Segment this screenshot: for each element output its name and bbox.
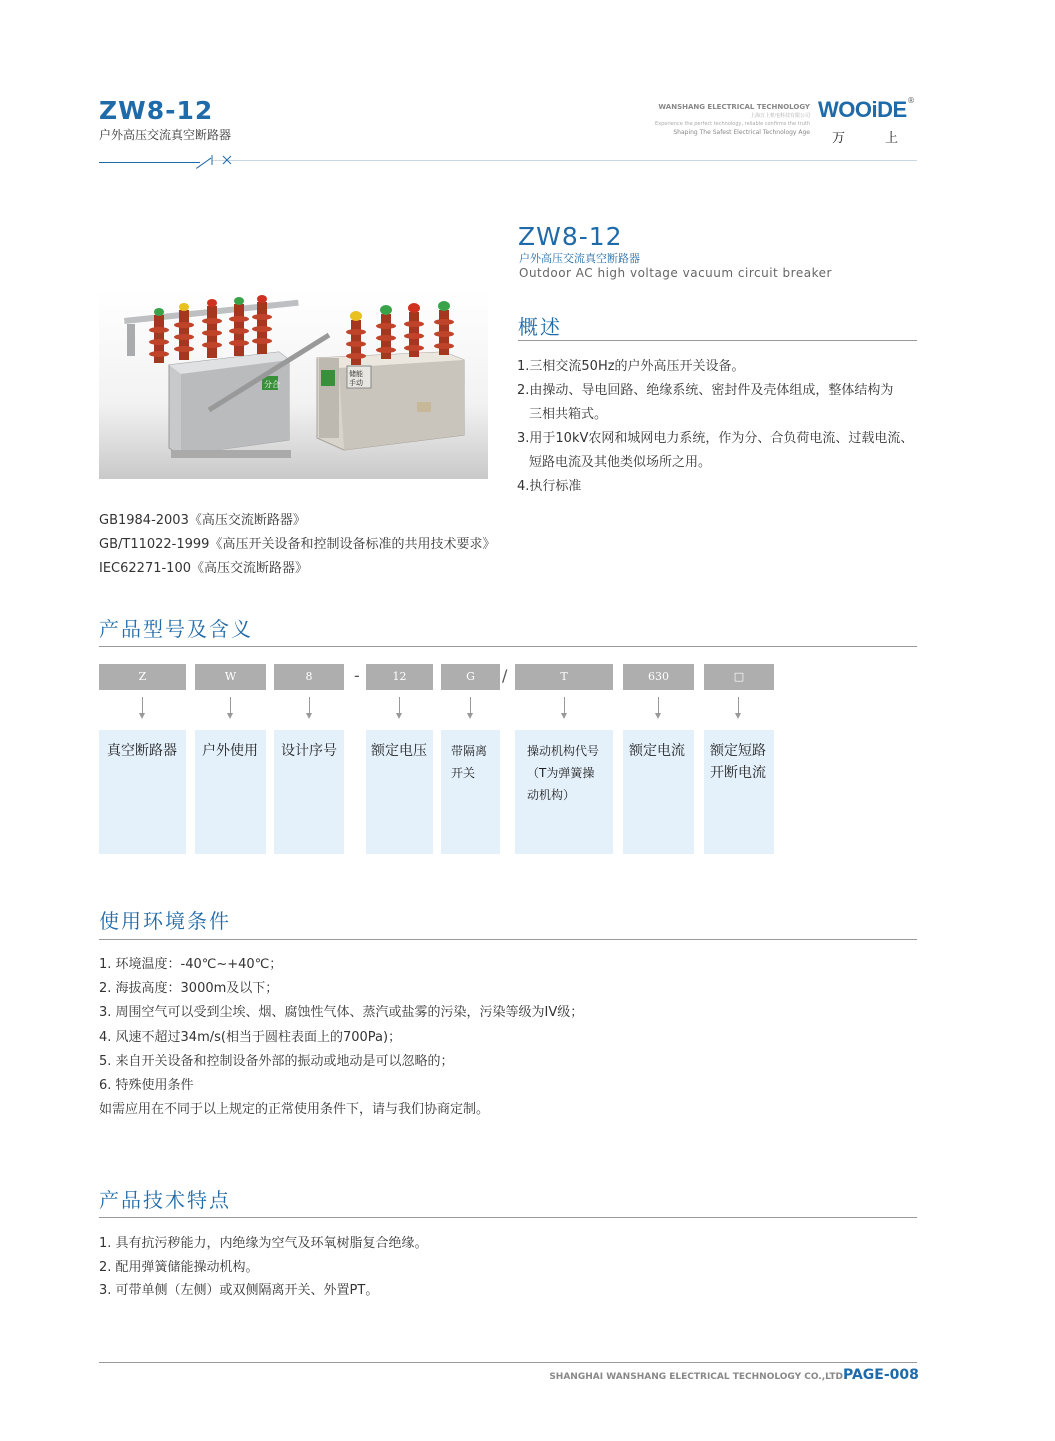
- meaning-box-t: [515, 730, 613, 854]
- brand-logo: WOOiDE: [818, 97, 907, 122]
- meaning-box-z: [99, 730, 186, 854]
- product-illustration: [99, 290, 488, 479]
- meaning-line: 开关: [451, 766, 476, 780]
- meaning-line: 开断电流: [710, 765, 766, 781]
- meaning-line: 真空断路器: [107, 743, 177, 759]
- model-rule: [99, 646, 917, 647]
- code-box-g: G: [441, 664, 500, 690]
- arrow-down-icon: [561, 713, 567, 719]
- arrow-down-icon: [139, 713, 145, 719]
- code-box-z: Z: [99, 664, 186, 690]
- meaning-line: 额定电流: [629, 743, 685, 759]
- product-subtitle-en: Outdoor AC high voltage vacuum circuit breaker: [519, 266, 832, 280]
- meaning-line: 额定电压: [371, 743, 427, 759]
- code-box-t: T: [515, 664, 613, 690]
- meaning-box-12: [366, 730, 433, 854]
- meaning-line: 带隔离: [451, 744, 488, 758]
- environment-item: 5. 来自开关设备和控制设备外部的振动或地动是可以忽略的；: [99, 1053, 454, 1069]
- meaning-box-w: [195, 730, 266, 854]
- overview-rule: [518, 340, 917, 341]
- arrow-down-icon: [306, 713, 312, 719]
- environment-item: 如需应用在不同于以上规定的正常使用条件下，请与我们协商定制。: [99, 1102, 490, 1118]
- code-box-w: W: [195, 664, 266, 690]
- environment-item: 4. 风速不超过34m/s(相当于圆柱表面上的700Pa)；: [99, 1029, 402, 1045]
- meaning-box-g: [441, 730, 500, 854]
- brand-company-cn: 上海万上机电科技有限公司: [749, 113, 810, 119]
- arrow-down-icon: [467, 713, 473, 719]
- footer-company: SHANGHAI WANSHANG ELECTRICAL TECHNOLOGY CO.,LTD: [549, 1372, 843, 1382]
- environment-rule: [99, 939, 917, 940]
- features-rule: [99, 1217, 917, 1218]
- meaning-line: （T为弹簧操: [527, 766, 595, 780]
- meaning-line: 动机构）: [527, 788, 576, 802]
- code-box-8: 8: [274, 664, 344, 690]
- header-cross-icon: [211, 154, 235, 166]
- brand-logo-cn-1: 万: [832, 131, 846, 146]
- overview-item: 4.执行标准: [517, 479, 582, 494]
- meaning-line: 操动机构代号: [527, 744, 600, 758]
- footer-rule: [99, 1362, 917, 1363]
- meaning-line: 设计序号: [281, 743, 337, 759]
- environment-item: 1. 环境温度：-40℃~+40℃；: [99, 957, 283, 972]
- feature-item: 1. 具有抗污秽能力，内绝缘为空气及环氧树脂复合绝缘。: [99, 1236, 428, 1251]
- overview-item: 1.三相交流50Hz的户外高压开关设备。: [517, 359, 745, 374]
- photo-label-right-2: 手动: [349, 379, 363, 387]
- model-title: 产品型号及含义: [99, 617, 253, 641]
- code-box-12: 12: [366, 664, 433, 690]
- code-separator-slash: /: [502, 666, 508, 685]
- code-box-square: □: [704, 664, 774, 690]
- overview-item: 短路电流及其他类似场所之用。: [529, 455, 712, 470]
- brand-logo-cn-2: 上: [884, 131, 898, 146]
- features-title: 产品技术特点: [99, 1188, 231, 1212]
- meaning-box-8: [274, 730, 344, 854]
- header-rule-left: [99, 162, 200, 163]
- product-subtitle-cn: 户外高压交流真空断路器: [519, 252, 640, 265]
- arrow-down-icon: [655, 713, 661, 719]
- environment-item: 3. 周围空气可以受到尘埃、烟、腐蚀性气体、蒸汽或盐雾的污染，污染等级为IV级；: [99, 1005, 584, 1021]
- meaning-line: 户外使用: [202, 743, 258, 759]
- product-title: ZW8-12: [518, 222, 623, 251]
- environment-item: 2. 海拔高度：3000m及以下；: [99, 981, 279, 997]
- photo-label-left: 分合: [264, 380, 280, 389]
- overview-item: 3.用于10kV农网和城网电力系统，作为分、合负荷电流、过载电流、: [517, 431, 914, 446]
- features-list: [99, 1232, 428, 1303]
- brand-company-en: WANSHANG ELECTRICAL TECHNOLOGY: [658, 103, 810, 111]
- feature-item: 3. 可带单侧（左侧）或双侧隔离开关、外置PT。: [99, 1283, 379, 1298]
- overview-item: 三相共箱式。: [529, 407, 608, 422]
- meaning-box-square: [704, 730, 774, 854]
- environment-title: 使用环境条件: [99, 909, 231, 933]
- brand-tagline-1: Experience the perfect technology, reliable confirms the truth: [654, 121, 810, 127]
- overview-title: 概述: [518, 315, 562, 339]
- brand-logo-registered: ®: [907, 96, 915, 105]
- overview-list: [517, 355, 922, 499]
- meaning-line: 额定短路: [710, 743, 766, 759]
- product-photo: [99, 290, 488, 479]
- standards-list: [99, 509, 495, 581]
- code-box-630: 630: [623, 664, 694, 690]
- arrow-down-icon: [735, 713, 741, 719]
- environment-list: [99, 953, 583, 1122]
- brand-tagline-2: Shaping The Safest Electrical Technology Age: [673, 129, 810, 136]
- header-subtitle: 户外高压交流真空断路器: [99, 128, 232, 142]
- header-title: ZW8-12: [99, 96, 214, 125]
- standard-item: GB1984-2003《高压交流断路器》: [99, 513, 306, 528]
- arrow-down-icon: [396, 713, 402, 719]
- environment-item: 6. 特殊使用条件: [99, 1078, 194, 1094]
- header-rule-right: [212, 160, 917, 161]
- brand-logo-cn: [832, 127, 898, 146]
- arrow-down-icon: [227, 713, 233, 719]
- meaning-box-630: [623, 730, 694, 854]
- overview-item: 2.由操动、导电回路、绝缘系统、密封件及壳体组成，整体结构为: [517, 383, 894, 398]
- standard-item: IEC62271-100《高压交流断路器》: [99, 561, 308, 576]
- standard-item: GB/T11022-1999《高压开关设备和控制设备标准的共用技术要求》: [99, 537, 496, 552]
- photo-label-right-1: 储能: [349, 370, 363, 378]
- code-separator-dash: -: [354, 666, 360, 685]
- header-rule-slash: [196, 158, 211, 169]
- feature-item: 2. 配用弹簧储能操动机构。: [99, 1259, 259, 1275]
- footer-page-number: PAGE-008: [843, 1367, 919, 1383]
